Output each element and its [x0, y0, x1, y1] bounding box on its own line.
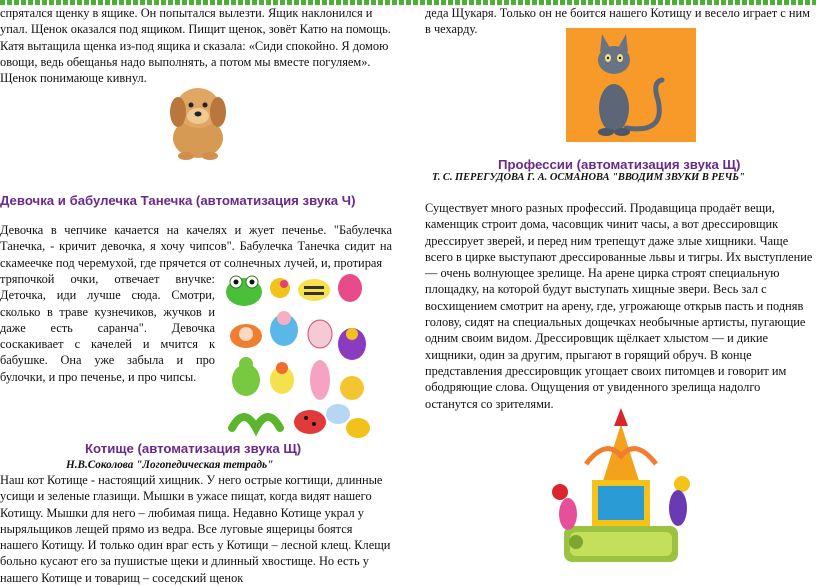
- cat-image: [566, 28, 696, 142]
- left-top-paragraph: спрятался щенку в ящике. Он попытался вылезти. Ящик наклонился и упал. Щенок оказался под ящиком. Пищит щенок, зовёт Катю на помощь. Катя вытащила щенка из-под ящика и сказала: «Сиди спокойно. Я домою овощи, ведь обещанья надо выполнять, а потом мы вместе погуляем». Щенок понимающе кивнул.: [0, 6, 391, 86]
- story-title-kotishche: Котище (автоматизация звука Щ): [85, 441, 302, 456]
- story-tanechka-paragraph-top: Девочка в чепчике качается на качелях и жует печенье. "Бабулечка Танечка, - кричит девочка, я хочу чипсов". Бабулечка Танечка сидит на скамеечке под черемухой, где прячется от солнечных лучей, и, протирая: [0, 223, 392, 270]
- story-professions-paragraph: Существует много разных профессий. Продавщица продаёт вещи, каменщик строит дома, часовщик чинит часы, а вот дрессировщик дрессирует зверей, и перед ним трепещут даже злые хищники. Чаще всего в цирке выступают дрессированные львы и тигры. Их выступление — очень волнующее зрелище. На арене цирка строят специальную площадку, на которой будут выступать хищные звери. Весь зал с восхищением смотрит на арену, где, угрожающе открыв пасть и подняв голову, сидят на специальных дощечках необычные артисты, пугающие одним своим видом. Дрессировщик щёлкает хлыстом — и дикие хищники, один за другим, прыгают в горящий обруч. В конце представления дрессировщик угощает своих питомцев и говорит им ободряющие слова. Ощущения от увиденного зрелища надолго останутся со зрителями.: [425, 201, 813, 411]
- story-title-tanechka: Девочка и бабулечка Танечка (автоматизация звука Ч): [0, 193, 356, 208]
- story-kotishche-paragraph: Наш кот Котище - настоящий хищник. У него острые когтищи, длинные усищи и зеленые глазищи. Мышки в ужасе пищат, когда видят нашего Котищу. Мышки для него – любимая пища. Недавно Котище украл у ныряльщиков лещей прямо из ведра. Все луговые ящерицы боятся нашего Котищу. И только один враг есть у Котищи – лесной клещ. Клещи больно кусают его за пушистые щеки и длинный хвостище. Но есть у нашего Котище и товарищ – соседский щенок: [0, 473, 391, 585]
- story-tanechka-paragraph-side: тряпочкой очки, отвечает внучке: Деточка, иди лучше сюда. Смотри, сколько в траве кузнечиков, жучков и даже есть саранча". Девочка соскакивает с качелей и мчится к бабушке. Она уже забыла и про булочки, и про печенье, и про чипсы.: [0, 272, 215, 384]
- right-top-paragraph: дедa Щукаря. Только он не боится нашего Котищу и весело играет с ним в чехарду.: [425, 6, 810, 37]
- puppy-image: [158, 78, 238, 162]
- insects-illustration: [222, 268, 374, 440]
- circus-toy-illustration: [546, 404, 696, 569]
- story-professions-source: Т. С. ПЕРЕГУДОВА Г. А. ОСМАНОВА "ВВОДИМ ЗВУКИ В РЕЧЬ": [432, 172, 745, 183]
- story-kotishche-source: Н.В.Соколова "Логопедическая тетрадь": [66, 459, 274, 471]
- story-title-professions: Профессии (автоматизация звука Щ): [498, 157, 741, 172]
